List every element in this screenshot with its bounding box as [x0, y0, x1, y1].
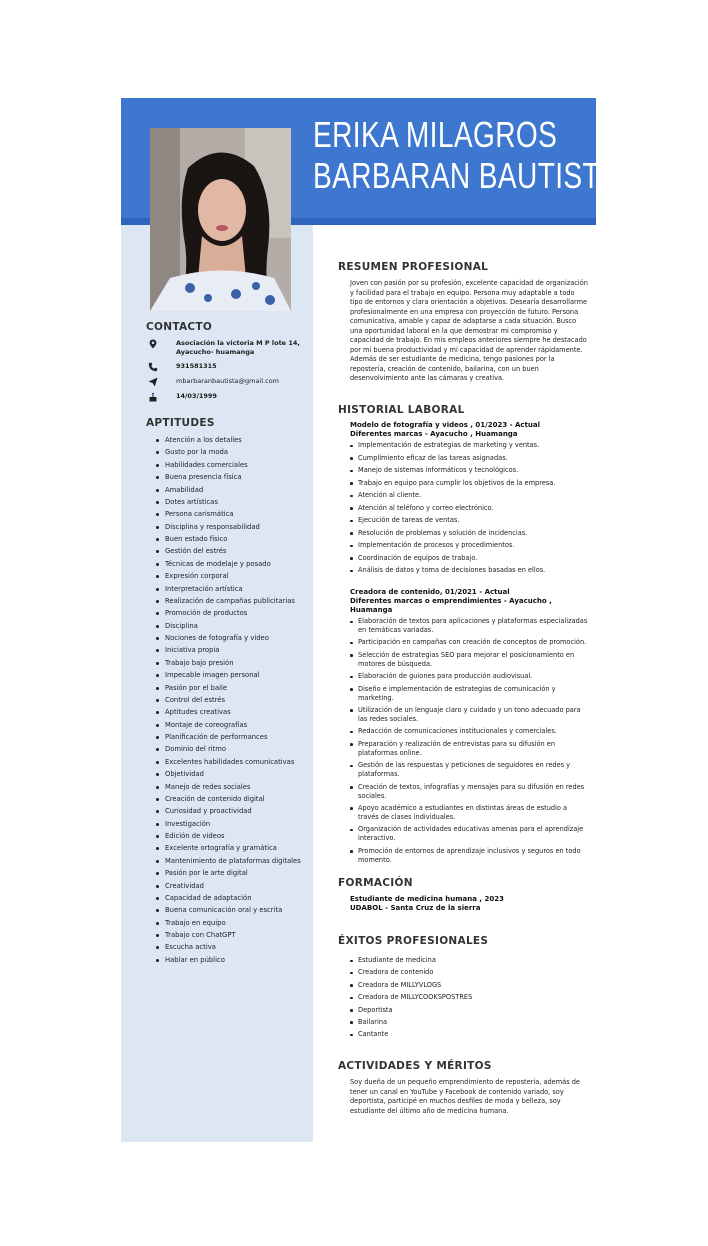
job-duty-item: Apoyo académico a estudiantes en distintas áreas de estudio a través de clases individuales. [350, 804, 588, 822]
job-duty-item: Manejo de sistemas informáticos y tecnológicos. [350, 466, 588, 475]
job-duty-item: Atención al cliente. [350, 491, 588, 500]
job-duty-item: Implementación de estrategias de marketing y ventas. [350, 441, 588, 450]
aptitude-item: Amabilidad [155, 484, 305, 496]
job-2-duties [338, 617, 588, 865]
aptitude-item: Interpretación artística [155, 583, 305, 595]
aptitude-item: Trabajo en equipo [155, 917, 305, 929]
formacion-title: FORMACIÓN [338, 877, 413, 889]
aptitude-item: Manejo de redes sociales [155, 781, 305, 793]
job-duty-item: Análisis de datos y toma de decisiones basadas en ellos. [350, 566, 588, 575]
aptitudes-list [155, 434, 305, 966]
exito-item: Estudiante de medicina [350, 956, 588, 965]
aptitude-item: Planificación de performances [155, 731, 305, 743]
aptitude-item: Creatividad [155, 880, 305, 892]
job-duty-item: Implementación de procesos y procedimientos. [350, 541, 588, 550]
contact-birthdate [146, 392, 311, 402]
aptitude-item: Promoción de productos [155, 607, 305, 619]
aptitude-item: Expresión corporal [155, 570, 305, 582]
birthdate-text: 14/03/1999 [176, 392, 217, 400]
aptitude-item: Impecable imagen personal [155, 669, 305, 681]
aptitude-item: Aptitudes creativas [155, 706, 305, 718]
name-line-1: ERIKA MILAGROS [313, 114, 558, 155]
aptitude-item: Trabajo con ChatGPT [155, 929, 305, 941]
aptitude-item: Disciplina [155, 620, 305, 632]
aptitude-item: Capacidad de adaptación [155, 892, 305, 904]
aptitude-item: Persona carismática [155, 508, 305, 520]
exito-item: Cantante [350, 1030, 588, 1039]
aptitude-item: Atención a los detalles [155, 434, 305, 446]
exito-item: Bailarina [350, 1018, 588, 1027]
profile-photo [150, 128, 291, 311]
job-duty-item: Cumplimiento eficaz de las tareas asignadas. [350, 454, 588, 463]
job-1-title: Modelo de fotografía y videos , 01/2023 - Actual [350, 421, 540, 429]
job-duty-item: Preparación y realización de entrevistas para su difusión en plataformas online. [350, 740, 588, 758]
aptitude-item: Mantenimiento de plataformas digitales [155, 855, 305, 867]
job-duty-item: Gestión de las respuestas y peticiones de seguidores en redes y plataformas. [350, 761, 588, 779]
aptitude-item: Gusto por la moda [155, 446, 305, 458]
aptitude-item: Realización de campañas publicitarias [155, 595, 305, 607]
candidate-name [313, 114, 618, 196]
aptitudes-title: APTITUDES [146, 417, 215, 429]
aptitude-item: Escucha activa [155, 941, 305, 953]
aptitude-item: Nociones de fotografía y video [155, 632, 305, 644]
contact-email [146, 377, 311, 387]
job-duty-item: Redacción de comunicaciones institucionales y comerciales. [350, 727, 588, 736]
historial-title: HISTORIAL LABORAL [338, 404, 465, 416]
job-duty-item: Selección de estrategias SEO para mejorar el posicionamiento en motores de búsqueda. [350, 651, 588, 669]
aptitude-item: Habilidades comerciales [155, 459, 305, 471]
email-text: mbarbaranbautista@gmail.com [176, 377, 280, 385]
phone-icon [146, 362, 159, 372]
job-2-company: Diferentes marcas o emprendimientes - Ayacucho , Huamanga [350, 597, 552, 614]
formacion-degree: Estudiante de medicina humana , 2023 [350, 895, 504, 903]
job-duty-item: Ejecución de tareas de ventas. [350, 516, 588, 525]
aptitude-item: Investigación [155, 818, 305, 830]
aptitude-item: Buena presencia física [155, 471, 305, 483]
job-duty-item: Elaboración de textos para aplicaciones y plataformas especializadas en temáticas variadas. [350, 617, 588, 635]
job-duty-item: Organización de actividades educativas amenas para el aprendizaje interactivo. [350, 825, 588, 843]
aptitude-item: Montaje de coreografías [155, 719, 305, 731]
send-icon [146, 377, 159, 387]
resumen-text: Joven con pasión por su profesión, excelente capacidad de organización y facilidad para el trabajo en equipo. Persona muy adaptable a todo tipo de entornos y clara orientación a objetivos. Desearía desarrollarme profesionalmente en una empresa con proyección de futuro. Persona comunicativa, amable y capaz de adaptarse a cada situación. Busco una oportunidad laboral en la que demostrar mi compromiso y capacidad de trabajo. En mis empleos anteriores siempre he destacado por mi buena productividad y mi capacidad de aprender rápidamente. Además de ser estudiante de medicina, tengo pasiones por la repostería, creación de contenido, bailarina, con un buen desenvolvimiento ante las cámaras y creativa. [350, 279, 588, 382]
formacion-school: UDABOL - Santa Cruz de la sierra [350, 904, 481, 912]
exito-item: Creadora de MILLYVLOGS [350, 981, 588, 990]
exito-item: Creadora de MILLYCOOKSPOSTRES [350, 993, 588, 1002]
actividades-title: ACTIVIDADES Y MÉRITOS [338, 1060, 492, 1072]
aptitude-item: Técnicas de modelaje y posado [155, 558, 305, 570]
contact-list [146, 339, 311, 407]
aptitude-item: Hablar en público [155, 954, 305, 966]
exito-item: Creadora de contenido [350, 968, 588, 977]
aptitude-item: Excelentes habilidades comunicativas [155, 756, 305, 768]
job-duty-item: Promoción de entornos de aprendizaje inclusivos y seguros en todo momento. [350, 847, 588, 865]
job-1-duties [338, 441, 588, 575]
resumen-block [338, 279, 588, 384]
aptitude-item: Buena comunicación oral y escrita [155, 904, 305, 916]
job-duty-item: Participación en campañas con creación de conceptos de promoción. [350, 638, 588, 647]
aptitude-item: Gestión del estrés [155, 545, 305, 557]
aptitude-item: Excelente ortografía y gramática [155, 842, 305, 854]
aptitude-item: Control del estrés [155, 694, 305, 706]
job-duty-item: Coordinación de equipos de trabajo. [350, 554, 588, 563]
resume-page [121, 98, 618, 1142]
aptitude-item: Edición de videos [155, 830, 305, 842]
aptitude-item: Iniciativa propia [155, 644, 305, 656]
job-duty-item: Trabajo en equipo para cumplir los objetivos de la empresa. [350, 479, 588, 488]
aptitude-item: Pasión por el baile [155, 682, 305, 694]
contact-phone [146, 362, 311, 372]
actividades-text: Soy dueña de un pequeño emprendimiento de repostería, además de tener un canal en YouTube y Facebook de contenido variado, soy deportista, participé en muchos desfiles de moda y belleza, soy estudiante del último año de medicina humana. [350, 1078, 580, 1115]
resumen-title: RESUMEN PROFESIONAL [338, 261, 489, 273]
aptitude-item: Objetividad [155, 768, 305, 780]
address-text: Asociación la victoria M P lote 14, Ayacucho- huamanga [176, 339, 300, 356]
formacion-block [338, 895, 588, 913]
aptitude-item: Curiosidad y proactividad [155, 805, 305, 817]
job-1 [338, 421, 588, 579]
location-pin-icon [146, 339, 159, 349]
actividades-block [338, 1078, 588, 1116]
job-1-company: Diferentes marcas - Ayacucho , Huamanga [350, 430, 518, 438]
phone-text: 931581315 [176, 362, 217, 370]
aptitude-item: Buen estado físico [155, 533, 305, 545]
job-duty-item: Elaboración de guiones para producción audiovisual. [350, 672, 588, 681]
job-2-title: Creadora de contenido, 01/2021 - Actual [350, 588, 510, 596]
name-line-2: BARBARAN BAUTISTA [313, 155, 618, 196]
exito-item: Deportista [350, 1006, 588, 1015]
exitos-title: ÉXITOS PROFESIONALES [338, 935, 489, 947]
exitos-block [338, 954, 588, 1043]
job-duty-item: Atención al teléfono y correo electrónico. [350, 504, 588, 513]
job-2 [338, 588, 588, 868]
contact-title: CONTACTO [146, 321, 213, 333]
job-duty-item: Resolución de problemas y solución de incidencias. [350, 529, 588, 538]
job-duty-item: Utilización de un lenguaje claro y cuidado y un tono adecuado para las redes sociales. [350, 706, 588, 724]
birthday-cake-icon [146, 392, 159, 402]
exitos-list [338, 956, 588, 1039]
aptitude-item: Trabajo bajo presión [155, 657, 305, 669]
job-duty-item: Diseño e implementación de estrategias de comunicación y marketing. [350, 685, 588, 703]
aptitude-item: Pasión por le arte digital [155, 867, 305, 879]
job-duty-item: Creación de textos, infografías y mensajes para su difusión en redes sociales. [350, 783, 588, 801]
aptitude-item: Dotes artísticas [155, 496, 305, 508]
aptitude-item: Creación de contenido digital [155, 793, 305, 805]
contact-address [146, 339, 311, 357]
aptitude-item: Dominio del ritmo [155, 743, 305, 755]
aptitude-item: Disciplina y responsabilidad [155, 521, 305, 533]
